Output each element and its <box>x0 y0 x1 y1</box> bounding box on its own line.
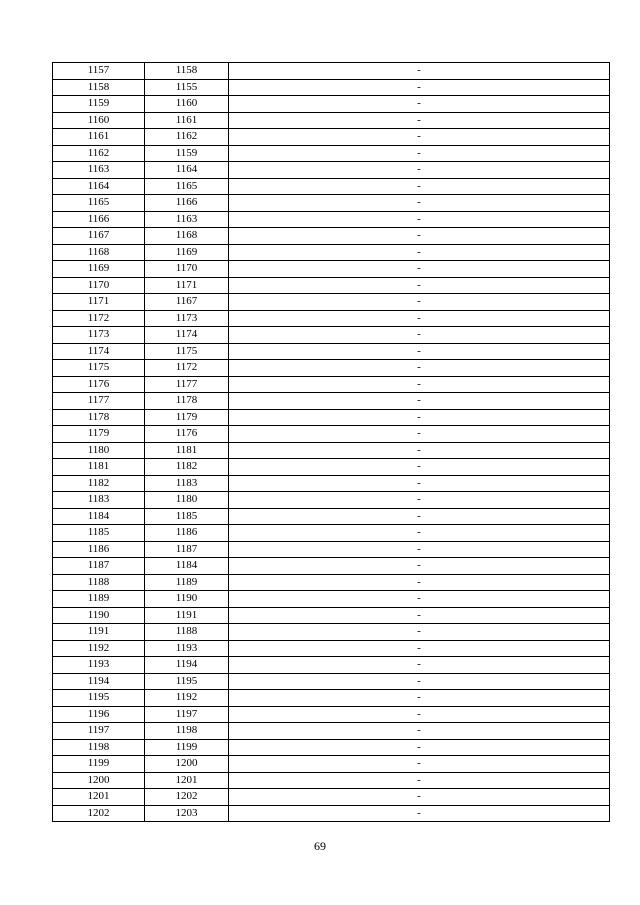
table-row <box>53 525 610 542</box>
table-cell: - <box>229 376 610 393</box>
table-cell: 1176 <box>53 376 145 393</box>
table-cell: 1174 <box>53 343 145 360</box>
table-row <box>53 756 610 773</box>
table-cell: - <box>229 343 610 360</box>
table-row <box>53 624 610 641</box>
table-cell: - <box>229 228 610 245</box>
table-cell: 1177 <box>53 393 145 410</box>
table-row <box>53 459 610 476</box>
table-cell: 1186 <box>53 541 145 558</box>
table-cell: 1190 <box>53 607 145 624</box>
table-row <box>53 574 610 591</box>
table-cell: 1175 <box>53 360 145 377</box>
table-cell: 1188 <box>53 574 145 591</box>
table-cell: - <box>229 475 610 492</box>
table-cell: - <box>229 63 610 80</box>
table-cell: 1202 <box>145 789 229 806</box>
table-cell: 1160 <box>145 96 229 113</box>
table-cell: 1182 <box>53 475 145 492</box>
table-cell: 1172 <box>53 310 145 327</box>
table-cell: 1173 <box>145 310 229 327</box>
table-cell: 1191 <box>145 607 229 624</box>
table-cell: 1183 <box>145 475 229 492</box>
table-cell: 1195 <box>145 673 229 690</box>
table-cell: 1174 <box>145 327 229 344</box>
table-row <box>53 772 610 789</box>
table-cell: - <box>229 393 610 410</box>
table-row <box>53 558 610 575</box>
table-cell: 1179 <box>53 426 145 443</box>
table-cell: 1165 <box>145 178 229 195</box>
table-cell: 1180 <box>145 492 229 509</box>
table-row <box>53 409 610 426</box>
table-cell: 1191 <box>53 624 145 641</box>
table-cell: - <box>229 79 610 96</box>
table-row <box>53 261 610 278</box>
table-cell: - <box>229 96 610 113</box>
table-cell: 1200 <box>53 772 145 789</box>
table-cell: - <box>229 112 610 129</box>
table-cell: - <box>229 574 610 591</box>
table-row <box>53 145 610 162</box>
table-cell: 1162 <box>145 129 229 146</box>
table-row <box>53 657 610 674</box>
table-cell: 1178 <box>53 409 145 426</box>
table-cell: 1197 <box>53 723 145 740</box>
table-cell: 1167 <box>145 294 229 311</box>
table-cell: 1199 <box>53 756 145 773</box>
table-cell: 1201 <box>145 772 229 789</box>
table-cell: 1158 <box>53 79 145 96</box>
table-cell: 1200 <box>145 756 229 773</box>
table-cell: 1203 <box>145 805 229 822</box>
table-cell: 1159 <box>53 96 145 113</box>
table-cell: - <box>229 459 610 476</box>
table-cell: 1166 <box>53 211 145 228</box>
table-cell: 1161 <box>53 129 145 146</box>
table-cell: 1189 <box>53 591 145 608</box>
table-row <box>53 195 610 212</box>
table-cell: 1163 <box>145 211 229 228</box>
table-cell: - <box>229 244 610 261</box>
table-cell: 1195 <box>53 690 145 707</box>
table-cell: 1157 <box>53 63 145 80</box>
table-cell: 1188 <box>145 624 229 641</box>
table-cell: 1192 <box>145 690 229 707</box>
table-row <box>53 442 610 459</box>
table-row <box>53 706 610 723</box>
table-cell: - <box>229 541 610 558</box>
table-cell: - <box>229 624 610 641</box>
table-cell: - <box>229 442 610 459</box>
table-cell: 1163 <box>53 162 145 179</box>
table-cell: - <box>229 178 610 195</box>
table-row <box>53 640 610 657</box>
table-cell: 1171 <box>53 294 145 311</box>
table-cell: 1183 <box>53 492 145 509</box>
table-cell: 1172 <box>145 360 229 377</box>
table-cell: 1194 <box>145 657 229 674</box>
table-row <box>53 541 610 558</box>
table-cell: 1164 <box>53 178 145 195</box>
table-cell: - <box>229 723 610 740</box>
table-cell: 1194 <box>53 673 145 690</box>
table-cell: 1178 <box>145 393 229 410</box>
table-cell: 1193 <box>145 640 229 657</box>
table-cell: 1184 <box>53 508 145 525</box>
table-cell: - <box>229 739 610 756</box>
table-cell: 1185 <box>53 525 145 542</box>
table-cell: 1161 <box>145 112 229 129</box>
table-row <box>53 327 610 344</box>
table-cell: 1165 <box>53 195 145 212</box>
table-cell: 1193 <box>53 657 145 674</box>
table-row <box>53 805 610 822</box>
table-cell: - <box>229 756 610 773</box>
table-row <box>53 178 610 195</box>
table-row <box>53 492 610 509</box>
table-cell: - <box>229 508 610 525</box>
table-cell: - <box>229 211 610 228</box>
table-cell: - <box>229 129 610 146</box>
table-cell: - <box>229 277 610 294</box>
table-row <box>53 475 610 492</box>
table-row <box>53 393 610 410</box>
table-cell: - <box>229 657 610 674</box>
table-cell: - <box>229 607 610 624</box>
table-row <box>53 277 610 294</box>
table-cell: - <box>229 706 610 723</box>
table-cell: 1179 <box>145 409 229 426</box>
table-cell: - <box>229 558 610 575</box>
table-cell: 1170 <box>53 277 145 294</box>
table-cell: - <box>229 426 610 443</box>
table-cell: 1171 <box>145 277 229 294</box>
table-row <box>53 63 610 80</box>
table-row <box>53 789 610 806</box>
data-table <box>52 62 610 822</box>
table-cell: - <box>229 409 610 426</box>
table-cell: 1196 <box>53 706 145 723</box>
table-row <box>53 244 610 261</box>
table-row <box>53 162 610 179</box>
table-body <box>53 63 610 822</box>
table-cell: 1162 <box>53 145 145 162</box>
table-cell: 1185 <box>145 508 229 525</box>
table-cell: - <box>229 294 610 311</box>
table-row <box>53 360 610 377</box>
table-row <box>53 343 610 360</box>
table-cell: - <box>229 673 610 690</box>
table-cell: 1160 <box>53 112 145 129</box>
table-cell: - <box>229 591 610 608</box>
table-cell: 1192 <box>53 640 145 657</box>
table-row <box>53 426 610 443</box>
table-cell: 1198 <box>145 723 229 740</box>
table-cell: 1166 <box>145 195 229 212</box>
table-cell: 1198 <box>53 739 145 756</box>
table-cell: 1202 <box>53 805 145 822</box>
table-cell: 1190 <box>145 591 229 608</box>
table-row <box>53 376 610 393</box>
table-row <box>53 112 610 129</box>
table-cell: - <box>229 690 610 707</box>
table-cell: - <box>229 195 610 212</box>
table-row <box>53 79 610 96</box>
table-cell: - <box>229 640 610 657</box>
table-cell: - <box>229 805 610 822</box>
table-cell: 1169 <box>145 244 229 261</box>
table-row <box>53 310 610 327</box>
table-row <box>53 739 610 756</box>
table-cell: 1182 <box>145 459 229 476</box>
table-cell: - <box>229 772 610 789</box>
page-number: 69 <box>314 839 326 853</box>
table-cell: 1168 <box>53 244 145 261</box>
table-cell: 1170 <box>145 261 229 278</box>
table-cell: 1181 <box>145 442 229 459</box>
table-row <box>53 690 610 707</box>
table-cell: 1159 <box>145 145 229 162</box>
table-cell: 1201 <box>53 789 145 806</box>
table-cell: 1187 <box>145 541 229 558</box>
table-cell: 1177 <box>145 376 229 393</box>
table-cell: 1184 <box>145 558 229 575</box>
table-cell: 1164 <box>145 162 229 179</box>
table-cell: 1169 <box>53 261 145 278</box>
table-row <box>53 723 610 740</box>
table-cell: - <box>229 162 610 179</box>
table-cell: 1175 <box>145 343 229 360</box>
table-row <box>53 294 610 311</box>
table-cell: 1189 <box>145 574 229 591</box>
table-cell: - <box>229 492 610 509</box>
table-row <box>53 591 610 608</box>
table-cell: 1168 <box>145 228 229 245</box>
table-cell: 1187 <box>53 558 145 575</box>
table-row <box>53 129 610 146</box>
table-cell: 1158 <box>145 63 229 80</box>
table-cell: 1173 <box>53 327 145 344</box>
table-cell: 1180 <box>53 442 145 459</box>
table-row <box>53 96 610 113</box>
table-cell: 1181 <box>53 459 145 476</box>
table-cell: - <box>229 789 610 806</box>
table-row <box>53 508 610 525</box>
table-cell: 1176 <box>145 426 229 443</box>
table-cell: - <box>229 525 610 542</box>
table-cell: 1186 <box>145 525 229 542</box>
table-cell: - <box>229 310 610 327</box>
table-cell: 1197 <box>145 706 229 723</box>
table-cell: 1167 <box>53 228 145 245</box>
table-row <box>53 607 610 624</box>
table-cell: - <box>229 327 610 344</box>
table-cell: - <box>229 145 610 162</box>
table-row <box>53 228 610 245</box>
table-row <box>53 211 610 228</box>
table-row <box>53 673 610 690</box>
table-cell: - <box>229 261 610 278</box>
table-cell: - <box>229 360 610 377</box>
table-cell: 1199 <box>145 739 229 756</box>
table-cell: 1155 <box>145 79 229 96</box>
